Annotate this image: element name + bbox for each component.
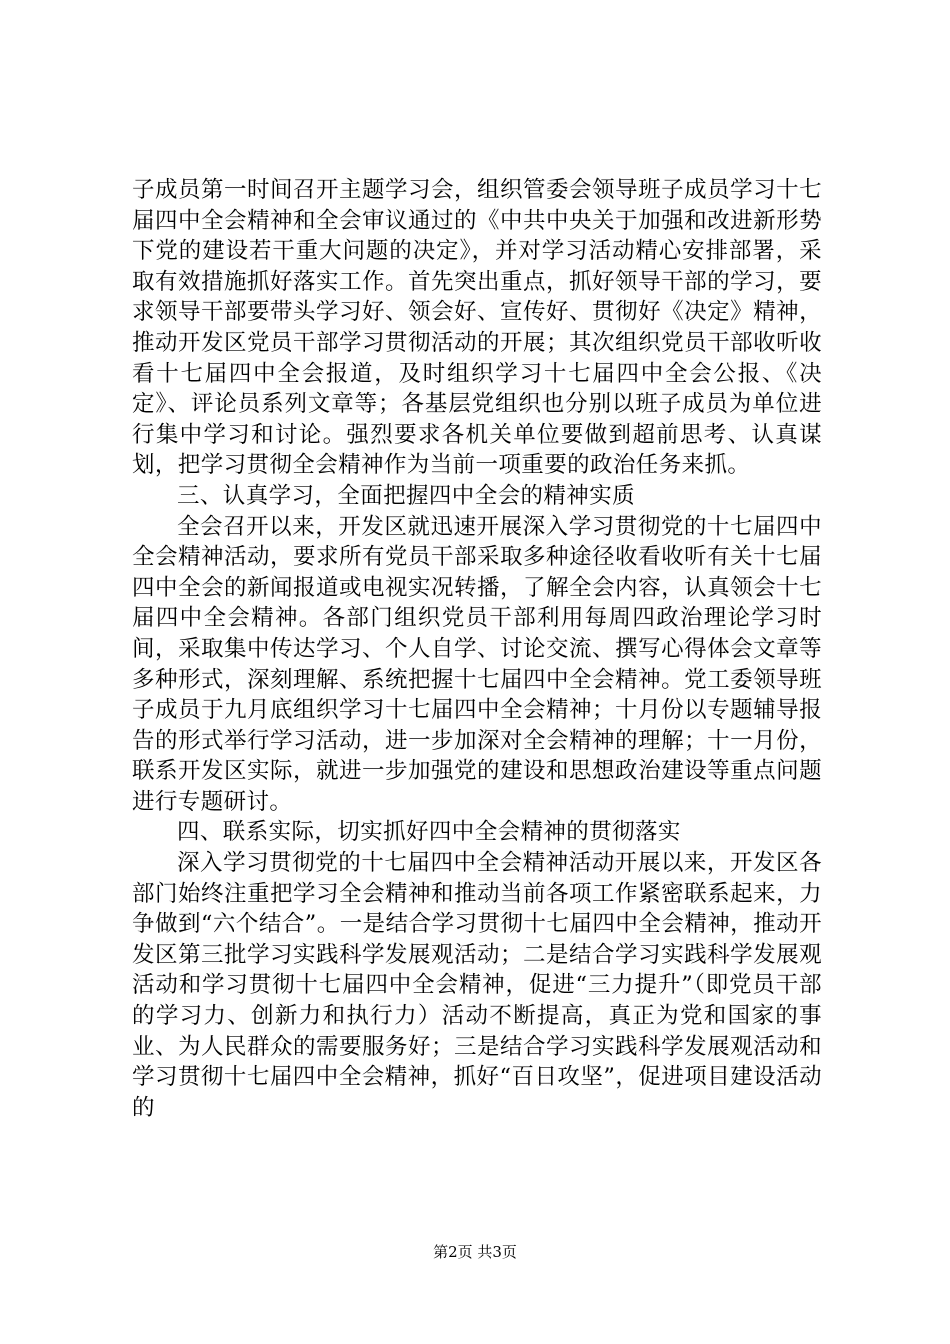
paragraph-section-3: 全会召开以来，开发区就迅速开展深入学习贯彻党的十七届四中全会精神活动，要求所有党员干部采取多种途径收看收听有关十七届四中全会的新闻报道或电视实况转播，了解全会内容，认真领会十七届四中全会精神。各部门组织党员干部利用每周四政治理论学习时间，采取集中传达学习、个人自学、讨论交流、撰写心得体会文章等多种形式，深刻理解、系统把握十七届四中全会精神。党工委领导班子成员于九月底组织学习十七届四中全会精神；十月份以专题辅导报告的形式举行学习活动，进一步加深对全会精神的理解；十一月份，联系开发区实际，就进一步加强党的建设和思想政治建设等重点问题进行专题研讨。 bbox=[132, 513, 822, 815]
paragraph-continuation: 子成员第一时间召开主题学习会，组织管委会领导班子成员学习十七届四中全会精神和全会审议通过的《中共中央关于加强和改进新形势下党的建设若干重大问题的决定》，并对学习活动精心安排部署，采取有效措施抓好落实工作。首先突出重点，抓好领导干部的学习，要求领导干部要带头学习好、领会好、宣传好、贯彻好《决定》精神，推动开发区党员干部学习贯彻活动的开展；其次组织党员干部收听收看十七届四中全会报道，及时组织学习十七届四中全会公报、《决定》、评论员系列文章等；各基层党组织也分别以班子成员为单位进行集中学习和讨论。强烈要求各机关单位要做到超前思考、认真谋划，把学习贯彻全会精神作为当前一项重要的政治任务来抓。 bbox=[132, 177, 822, 479]
section-heading-4: 四、联系实际，切实抓好四中全会精神的贯彻落实 bbox=[177, 819, 681, 846]
paragraph-section-4: 深入学习贯彻党的十七届四中全会精神活动开展以来，开发区各部门始终注重把学习全会精神和推动当前各项工作紧密联系起来，力争做到“六个结合”。一是结合学习贯彻十七届四中全会精神，推动开发区第三批学习实践科学发展观活动；二是结合学习实践科学发展观活动和学习贯彻十七届四中全会精神，促进“三力提升”（即党员干部的学习力、创新力和执行力）活动不断提高，真正为党和国家的事业、为人民群众的需要服务好；三是结合学习实践科学发展观活动和学习贯彻十七届四中全会精神，抓好“百日攻坚”，促进项目建设活动的 bbox=[132, 850, 822, 1121]
document-body bbox=[132, 175, 822, 1123]
section-heading-3: 三、认真学习，全面把握四中全会的精神实质 bbox=[177, 482, 636, 509]
page-footer: 第2页 共3页 bbox=[433, 1243, 517, 1261]
